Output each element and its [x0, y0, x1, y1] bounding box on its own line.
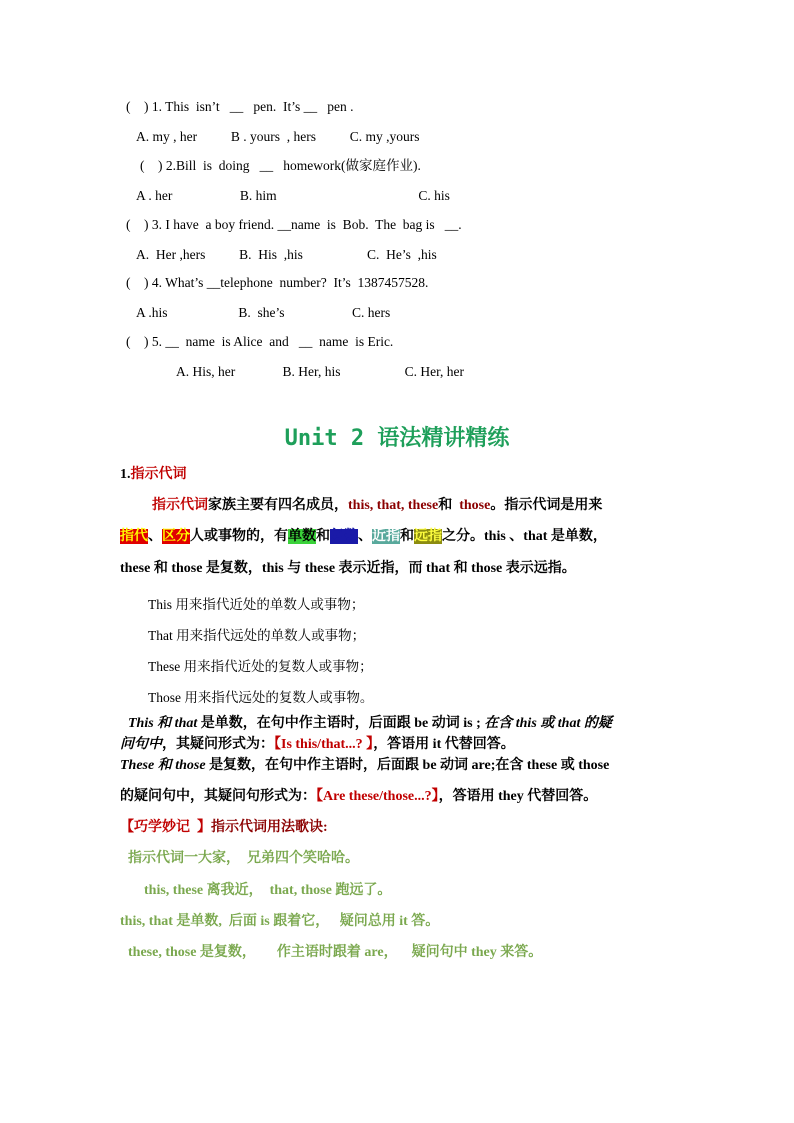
question-form-singular: 【Is this/that...? 】: [274, 737, 374, 752]
exercise-2-question: ( ) 2.Bill is doing __ homework(做家庭作业).: [140, 158, 421, 173]
tip-heading: [120, 819, 328, 837]
intro-text-end: 。指示代词是用来: [490, 498, 603, 513]
usage-this: This 用来指代近处的单数人或事物；: [148, 597, 365, 612]
sep: 、: [148, 529, 162, 544]
section-number: 1.: [120, 467, 131, 482]
rule-subject: These 和 those: [120, 758, 206, 773]
and: 和: [316, 529, 330, 544]
highlight-singular: 单数: [288, 529, 316, 544]
tip-label: 【巧学妙记 】: [120, 820, 211, 835]
exercise-4-options: A .his B. she’s C. hers: [136, 305, 391, 320]
term-demonstrative: 指示代词: [152, 498, 208, 513]
highlight-refer: 指代: [120, 529, 148, 544]
rule-text: 的疑问句中，其疑问句形式为：: [120, 789, 316, 804]
section-heading: [120, 466, 187, 484]
intro-line-2: [120, 528, 607, 546]
rule-singular-2: [120, 736, 515, 754]
exercise-1-question: ( ) 1. This isn’t __ pen. It’s __ pen .: [126, 99, 354, 114]
rule-answer: ，答语用 they 代替回答。: [438, 789, 598, 804]
usage-these: These 用来指代近处的复数人或事物；: [148, 659, 373, 674]
exercise-4-question: ( ) 4. What’s __telephone number? It’s 1387457528.: [126, 275, 429, 290]
usage-those: Those 用来指代远处的复数人或事物。: [148, 690, 374, 705]
intro-end: 之分。this 、that 是单数，: [442, 529, 607, 544]
members-list: this, that, these: [348, 498, 439, 513]
unit-title: Unit 2 语法精讲精练: [284, 426, 510, 451]
highlight-distinguish: 区分: [162, 529, 190, 544]
question-form-plural: 【Are these/those...?】: [316, 789, 439, 804]
rhyme-line-1: 指示代词一大家， 兄弟四个笑哈哈。: [128, 851, 359, 866]
sep: 、: [358, 529, 372, 544]
member-those: those: [459, 498, 491, 513]
rule-italic: 在含 this 或 that 的疑: [484, 716, 612, 731]
exercise-5-options: A. His, her B. Her, his C. Her, her: [176, 364, 465, 379]
rhyme-line-3: this, that 是单数, 后面 is 跟着它， 疑问总用 it 答。: [120, 914, 440, 929]
rhyme-line-4: these, those 是复数， 作主语时跟着 are， 疑问句中 they 来答。: [128, 945, 543, 960]
tip-title: 指示代词用法歌诀:: [211, 820, 328, 835]
exercise-2-options: A . her B. him C. his: [136, 188, 450, 203]
highlight-far: 远指: [414, 529, 442, 544]
intro-and: 和: [438, 498, 460, 513]
intro-text: 家族主要有四名成员，: [208, 498, 348, 513]
rule-text: ，其疑问形式为：: [162, 737, 274, 752]
rule-singular-1: [128, 715, 612, 733]
rule-answer: ，答语用 it 代替回答。: [373, 737, 515, 752]
exercise-3-options: A. Her ,hers B. His ,his C. He’s ,his: [136, 247, 437, 262]
exercise-1-options: A. my , her B . yours , hers C. my ,yours: [136, 129, 420, 144]
section-heading-text: 指示代词: [130, 467, 187, 482]
highlight-plural: 复数: [330, 529, 358, 544]
intro-mid: 人或事物的，有: [190, 529, 288, 544]
rule-subject: This 和 that: [128, 716, 198, 731]
exercise-3-question: ( ) 3. I have a boy friend. __name is Bob. The bag is __.: [126, 217, 462, 232]
rule-text: 是单数，在句中作主语时，后面跟 be 动词 is ;: [197, 716, 485, 731]
rule-plural-2: [120, 788, 597, 806]
rule-plural-1: [120, 757, 609, 775]
and: 和: [400, 529, 414, 544]
intro-line-1: [152, 497, 602, 515]
intro-line-3: these 和 those 是复数，this 与 these 表示近指，而 that 和 those 表示远指。: [120, 561, 576, 576]
rule-text: 是复数，在句中作主语时，后面跟 be 动词 are;在含 these 或 those: [205, 758, 610, 773]
rhyme-line-2: this, these 离我近， that, those 跑远了。: [144, 883, 392, 898]
exercise-5-question: ( ) 5. __ name is Alice and __ name is Eric.: [126, 334, 394, 349]
usage-that: That 用来指代远处的单数人或事物；: [148, 628, 366, 643]
highlight-near: 近指: [372, 529, 400, 544]
rule-italic-cont: 问句中: [120, 737, 162, 752]
